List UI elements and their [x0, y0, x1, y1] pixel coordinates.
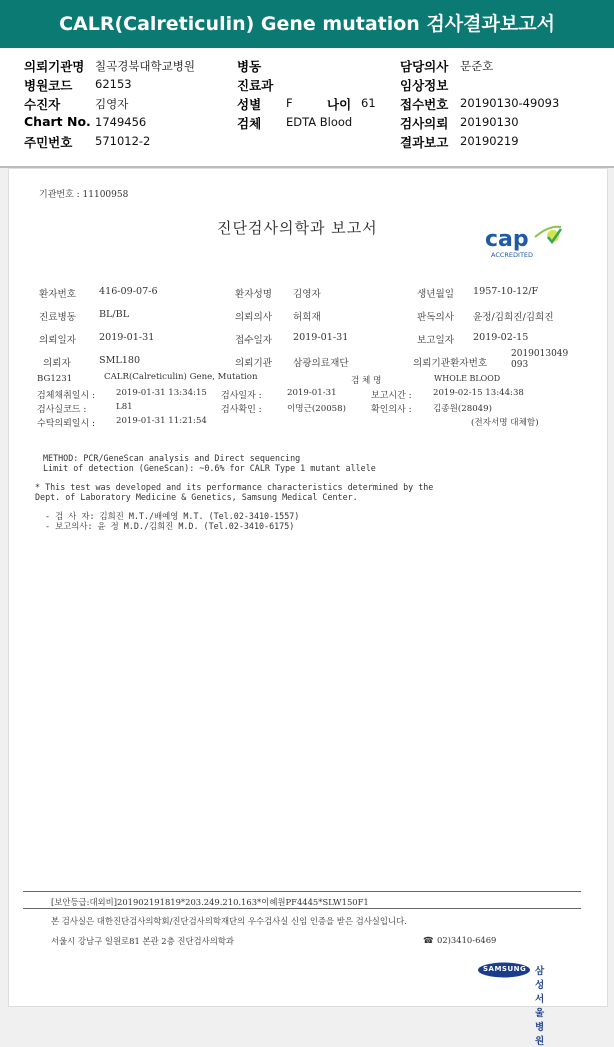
scanned-report — [8, 168, 608, 1047]
doctor-value: 문준호 — [460, 59, 494, 73]
request-pt-no-value: 2019013049093 — [511, 349, 569, 370]
test-date-value: 2019-01-31 — [287, 388, 337, 398]
resident-no-label: 주민번호 — [24, 135, 73, 150]
confirm-doctor-label: 확인의사 : — [371, 405, 412, 415]
doctor-label: 담당의사 — [400, 59, 449, 74]
institution-label: 의뢰기관명 — [24, 59, 85, 74]
test-code: BG1231 — [37, 374, 73, 384]
specimen-name-value: WHOLE BLOOD — [434, 374, 501, 383]
confirm-value: 이명근(20058) — [287, 404, 346, 414]
patient-name-label: 환자성명 — [235, 289, 273, 300]
request-date-value-2: 2019-01-31 — [99, 332, 155, 343]
clinical-info-label: 임상정보 — [400, 78, 449, 93]
collect-time-label: 검체채취일시 : — [37, 391, 96, 401]
test-name: CALR(Calreticulin) Gene, Mutation — [104, 372, 258, 382]
footer-phone: 02)3410-6469 — [437, 935, 497, 945]
request-doctor-label: 의뢰의사 — [235, 312, 273, 323]
cap-accredited-logo — [483, 223, 563, 267]
sex-value: F — [286, 96, 293, 110]
report-time-label: 보고시간 : — [371, 391, 412, 401]
note-line-1: * This test was developed and its performance characteristics determined by the — [35, 482, 434, 492]
age-label: 나이 — [327, 97, 352, 112]
hospital-name: 삼성서울병원 — [535, 966, 545, 1047]
lab-code-label: 검사실코드 : — [37, 405, 87, 415]
requester-label: 의뢰자 — [43, 358, 71, 369]
confirm-label: 검사확인 : — [221, 405, 262, 415]
reading-doctor-label: 판독의사 — [417, 312, 455, 323]
hospital-code-label: 병원코드 — [24, 78, 73, 93]
report-date-label: 보고일자 — [417, 335, 455, 346]
collect-time-value: 2019-01-31 13:34:15 — [116, 388, 207, 398]
patient-no-label: 환자번호 — [39, 289, 77, 300]
footer-divider-top — [23, 891, 581, 892]
phone-icon: ☎ — [423, 935, 434, 945]
accept-no-value: 20190130-49093 — [460, 96, 560, 110]
request-date-label-2: 의뢰일자 — [39, 335, 77, 346]
patient-info-panel — [0, 48, 614, 168]
sex-label: 성별 — [237, 97, 262, 112]
chart-no-value: 1749456 — [95, 115, 147, 129]
security-line: [보안등급:대외비]201902191819*203.249.210.163*이혜원PF4445*SLW150F1 — [51, 897, 369, 907]
confirm-doctor-value: 김종원(28049) — [433, 404, 492, 414]
specimen-label: 검체 — [237, 116, 262, 131]
patient-no-value: 416-09-07-6 — [99, 286, 158, 297]
resident-no-value: 571012-2 — [95, 134, 151, 148]
request-date-value: 20190130 — [460, 115, 519, 129]
samsung-text: SAMSUNG — [483, 965, 527, 973]
ward-label-2: 진료병동 — [39, 312, 77, 323]
consign-time-label: 수탁의뢰일시 : — [37, 419, 96, 429]
request-pt-no-label: 의뢰기관환자번호 — [413, 358, 488, 369]
request-org-label: 의뢰기관 — [235, 358, 273, 369]
request-org-value: 삼광의료재단 — [293, 358, 349, 369]
specimen-name-label: 검 체 명 — [351, 376, 382, 386]
chart-no-label: Chart No. — [24, 114, 91, 129]
ward-label: 병동 — [237, 59, 262, 74]
age-value: 61 — [361, 96, 376, 110]
ward-value-2: BL/BL — [99, 309, 130, 320]
request-date-label: 검사의뢰 — [400, 116, 449, 131]
birth-date-value: 1957-10-12/F — [473, 286, 539, 297]
cap-accredited-text: ACCREDITED — [491, 251, 534, 259]
method-line-2: Limit of detection (GeneScan): ~0.6% for CALR Type 1 mutant allele — [43, 463, 376, 473]
staff-line-2: - 보고의사: 윤 정 M.D./김희진 M.D. (Tel.02-3410-6175) — [45, 521, 295, 531]
department-label: 진료과 — [237, 78, 274, 93]
institution-value: 칠곡경북대학교병원 — [95, 59, 195, 73]
result-date-value: 20190219 — [460, 134, 519, 148]
requester-value: SML180 — [99, 355, 141, 366]
samsung-hospital-logo — [477, 962, 545, 1047]
test-date-label: 검사일자 : — [221, 391, 262, 401]
hospital-code-value: 62153 — [95, 77, 132, 91]
method-line-1: METHOD: PCR/GeneScan analysis and Direct sequencing — [43, 453, 301, 463]
address-line: 서울시 강남구 일원로81 본관 2층 진단검사의학과 — [51, 936, 235, 946]
reading-doctor-value: 윤정/김희진/김희진 — [473, 312, 554, 323]
consign-time-value: 2019-01-31 11:21:54 — [116, 416, 207, 426]
report-title: CALR(Calreticulin) Gene mutation 검사결과보고서 — [59, 13, 555, 35]
report-title-bar — [0, 0, 614, 48]
cap-text: cap — [485, 227, 529, 252]
birth-date-label: 생년월일 — [417, 289, 455, 300]
org-number: 기관번호 : 11100958 — [39, 190, 129, 200]
specimen-value: EDTA Blood — [286, 115, 353, 129]
accept-date-value: 2019-01-31 — [293, 332, 349, 343]
esign-note: (전자서명 대체함) — [471, 418, 539, 428]
lab-code-value: L81 — [116, 402, 133, 412]
lab-report-title: 진단검사의학과 보고서 — [217, 219, 378, 237]
recipient-value: 김영자 — [95, 97, 129, 111]
note-line-2: Dept. of Laboratory Medicine & Genetics, Samsung Medical Center. — [35, 492, 358, 502]
result-date-label: 결과보고 — [400, 135, 449, 150]
report-date-value: 2019-02-15 — [473, 332, 529, 343]
certification-note: 본 검사실은 대한진단검사의학회/진단검사의학재단의 우수검사실 신임 인증을 받은 검사실입니다. — [51, 916, 407, 926]
staff-line-1: - 검 사 자: 김희진 M.T./배예영 M.T. (Tel.02-3410-1557) — [45, 511, 300, 521]
accept-date-label: 접수일자 — [235, 335, 273, 346]
recipient-label: 수진자 — [24, 97, 61, 112]
footer-divider-bottom — [23, 908, 581, 909]
request-doctor-value: 허희재 — [293, 312, 321, 323]
accept-no-label: 접수번호 — [400, 97, 449, 112]
report-time-value: 2019-02-15 13:44:38 — [433, 388, 524, 398]
patient-name-value: 김영자 — [293, 289, 321, 300]
